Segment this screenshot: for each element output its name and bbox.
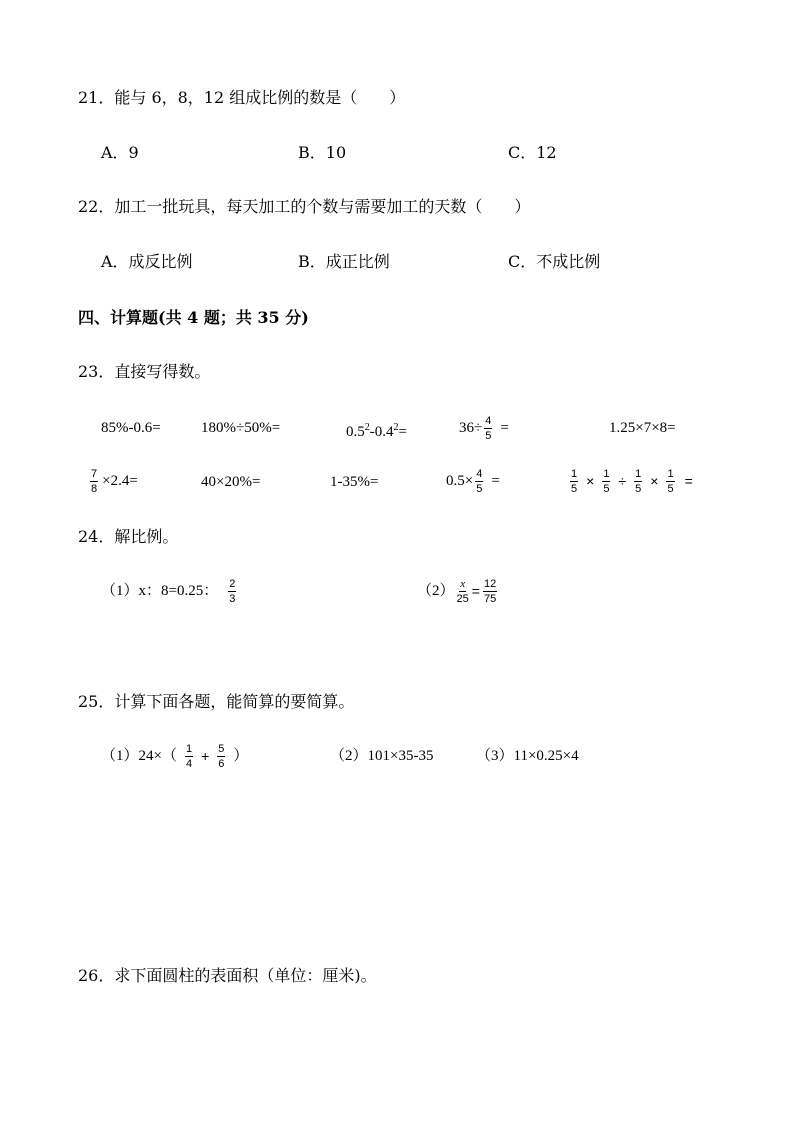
- proportion-2: （2） $\frac{x}{25}$ = $\frac{12}{75}$: [417, 577, 497, 605]
- q25-stem: 25．计算下面各题，能简算的要简算。: [78, 692, 355, 711]
- fraction: $\frac{2}{3}$: [229, 577, 236, 605]
- calc-item: 0.5× $\frac{4}{5}$ =: [446, 467, 500, 495]
- q24-stem: 24．解比例。: [78, 527, 179, 546]
- section-title: 四、计算题(共 4 题；共 35 分): [78, 308, 309, 327]
- q22-stem: 22．加工一批玩具，每天加工的个数与需要加工的天数（ ）: [78, 197, 531, 216]
- q21-option-b: B．10: [298, 143, 347, 162]
- q22-option-a: A．成反比例: [101, 252, 193, 271]
- calc-item: 1.25×7×8=: [609, 420, 676, 436]
- q21-stem: 21．能与 6，8，12 组成比例的数是（ ）: [78, 88, 406, 107]
- calc-item: 180%÷50%=: [201, 420, 281, 436]
- calc-item: $0.5^2-0.4^2=$: [346, 422, 407, 440]
- fraction: $\frac{x}{25}$: [456, 577, 469, 605]
- fraction: $\frac{1}{5}$: [603, 467, 610, 495]
- calc-problem-3: （3）11×0.25×4: [476, 748, 579, 764]
- fraction: $\frac{7}{8}$: [91, 467, 98, 495]
- fraction: $\frac{1}{5}$: [571, 467, 578, 495]
- q21-option-a: A．9: [101, 143, 139, 162]
- q21-option-c: C．12: [508, 143, 557, 162]
- fraction: $\frac{1}{5}$: [667, 467, 674, 495]
- q22-option-b: B．成正比例: [298, 252, 390, 271]
- fraction: $\frac{1}{5}$: [635, 467, 642, 495]
- fraction: $\frac{4}{5}$: [476, 467, 483, 495]
- q26-stem: 26．求下面圆柱的表面积（单位：厘米)。: [78, 966, 377, 985]
- fraction: $\frac{1}{4}$: [185, 742, 193, 770]
- proportion-1: （1）x：8=0.25： $\frac{2}{3}$: [101, 577, 236, 605]
- fraction: $\frac{4}{5}$: [485, 414, 492, 442]
- q22-option-c: C．不成比例: [508, 252, 601, 271]
- calc-item: 1-35%=: [330, 474, 379, 490]
- calc-problem-2: （2）101×35-35: [330, 748, 434, 764]
- calc-item: 85%-0.6=: [101, 420, 161, 436]
- calc-item: 36÷ $\frac{4}{5}$ =: [459, 414, 509, 442]
- calc-problem-1: （1）24×（ $\frac{1}{4}$ + $\frac{5}{6}$ ）: [101, 742, 249, 770]
- q23-stem: 23．直接写得数。: [78, 362, 211, 381]
- fraction: $\frac{12}{75}$: [483, 577, 497, 605]
- calc-item: 40×20%=: [201, 474, 261, 490]
- calc-item: $\frac{7}{8}$ ×2.4=: [91, 467, 138, 495]
- fraction: $\frac{5}{6}$: [218, 742, 225, 770]
- calc-item: $\frac{1}{5}$ × $\frac{1}{5}$ ÷ $\frac{1}{5}$ × $\frac{1}{5}$ =: [571, 467, 693, 495]
